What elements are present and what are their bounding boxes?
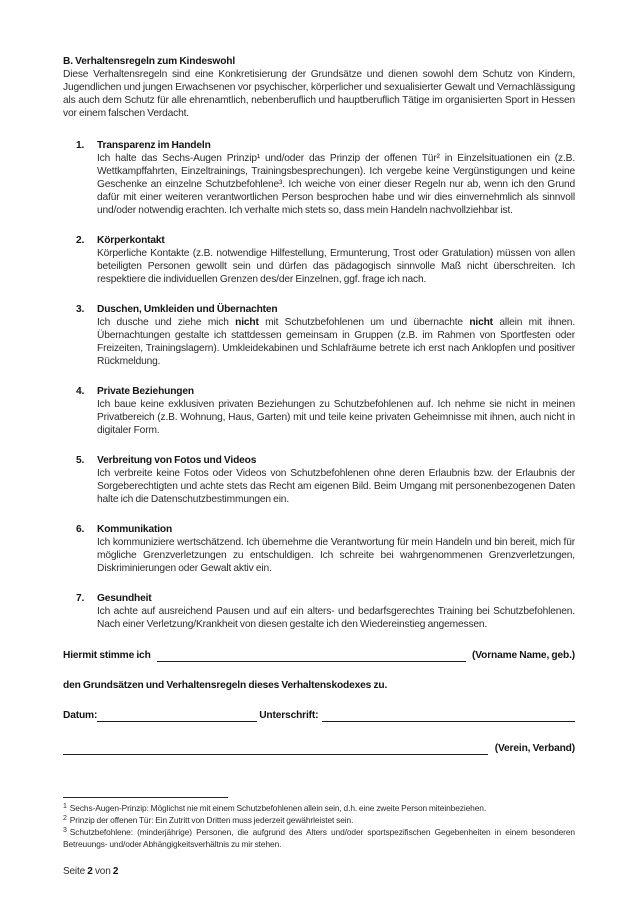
page-number: [63, 865, 575, 878]
page-number-prefix: Seite: [63, 866, 86, 877]
rule-title: Duschen, Umkleiden und Übernachten: [97, 304, 278, 315]
rule-number: 5.: [76, 455, 85, 466]
rule-body: Ich achte auf ausreichend Pausen und auf ein alters- und bedarfsgerechtes Training bei Schutzbefohlenen. Nach einer Verletzung/Krankheit von diesen gestalte ich den Wiedereinstieg angemessen.: [97, 606, 575, 630]
rule-item-duschen-umkleiden: [63, 303, 575, 368]
page-footer: [63, 797, 575, 878]
rule-title: Private Beziehungen: [97, 386, 194, 397]
rule-item-transparenz: [63, 139, 575, 217]
consent-agree-line: [63, 679, 575, 692]
rule-title: Transparenz im Handeln: [97, 140, 211, 151]
rule-body: Ich kommuniziere wertschätzend. Ich übernehme die Verantwortung für mein Handeln und bin bereit, mich für mögliche Grenzverletzungen zu entschuldigen. Ich schreite bei wahrgenommenen Grenzverletzungen, Diskriminierungen oder Gewalt aktiv ein.: [97, 537, 575, 574]
rule-body: Ich dusche und ziehe mich nicht mit Schutzbefohlenen um und übernachte nicht allein mit ihnen. Übernachtungen gestalte ich stattdessen gemeinsam in Gruppen (z.B. im Rahmen von Sportfesten oder Freizeiten, Trainingslagern). Umkleidekabinen und Schlafräume betrete ich erst nach Anklopfen und positiver Rückmeldung.: [97, 317, 575, 367]
rule-number: 6.: [76, 524, 85, 535]
rule-number: 1.: [76, 140, 85, 151]
date-signature-row: [63, 708, 575, 722]
organization-hint: (Verein, Verband): [494, 743, 575, 754]
footnote-marker: 1: [63, 803, 67, 810]
footnote-3: [63, 827, 575, 850]
footnote-1: [63, 803, 575, 815]
rule-body: Ich baue keine exklusiven privaten Beziehungen zu Schutzbefohlenen auf. Ich nehme sie nicht in meinen Privatbereich (z.B. Wohnung, Haus, Garten) mit und teile keine privaten Geheimnisse mit ihnen, auch nicht in digitaler Form.: [97, 399, 575, 436]
page-number-current: 2: [87, 866, 93, 877]
rule-body: Ich verbreite keine Fotos oder Videos von Schutzbefohlenen ohne deren Erlaubnis bzw. der Erlaubnis der Sorgeberechtigten und achte stets das Recht am eigenen Bild. Beim Umgang mit personenbezogenen Daten halte ich die Datenschutzbestimmungen ein.: [97, 468, 575, 505]
date-label: Datum:: [63, 710, 98, 721]
consent-agree-label: den Grundsätzen und Verhaltensregeln dieses Verhaltenskodexes zu.: [63, 680, 388, 691]
footnote-marker: 3: [63, 827, 67, 834]
footnote-text: Schutzbefohlene: (minderjährige) Personen, die aufgrund des Alters und/oder sportspezifischen Gegebenheiten in einem besonderen Betreuungs- und/oder Abhängigkeitsverhältnis zu mir stehen.: [63, 827, 575, 849]
rule-number: 7.: [76, 593, 85, 604]
name-blank-line[interactable]: [157, 648, 466, 662]
organization-row: [63, 741, 575, 755]
conduct-rules-list: [63, 139, 575, 631]
rule-item-koerperkontakt: [63, 234, 575, 286]
consent-lead-label: Hiermit stimme ich: [63, 650, 151, 661]
rule-body: Ich halte das Sechs-Augen Prinzip¹ und/oder das Prinzip der offenen Tür² in Einzelsituationen ein (z.B. Wettkampffahrten, Einzeltrainings, Trainingsbesprechungen). Ich vergebe keine Vergünstigungen und keine Geschenke an einzelne Schutzbefohlene³. Ich weiche von einer dieser Regeln nur ab, wenn ich den Grund dafür mit einer weiteren verantwortlichen Person besprochen habe und wir dies einvernehmlich als sinnvoll und/oder notwendig erachten. Ich verhalte mich stets so, dass mein Handeln nachvollziehbar ist.: [97, 153, 575, 216]
page-number-of: von: [94, 866, 111, 877]
rule-number: 4.: [76, 386, 85, 397]
consent-name-row: [63, 648, 575, 662]
document-heading: B. Verhaltensregeln zum Kindeswohl: [63, 56, 236, 67]
date-blank-line[interactable]: [97, 708, 257, 722]
rule-title: Verbreitung von Fotos und Videos: [97, 455, 257, 466]
rule-item-kommunikation: [63, 523, 575, 575]
organization-blank-line[interactable]: [63, 741, 488, 755]
footnotes-block: [63, 803, 575, 850]
footnote-text: Sechs-Augen-Prinzip: Möglichst nie mit einem Schutzbefohlenen allein sein, d.h. eine zweite Person miteinbeziehen.: [69, 803, 487, 813]
footnote-marker: 2: [63, 815, 67, 822]
rule-title: Körperkontakt: [97, 235, 165, 246]
rule-title: Kommunikation: [97, 524, 173, 535]
rule-item-fotos-videos: [63, 454, 575, 506]
name-format-hint: (Vorname Name, geb.): [471, 650, 575, 661]
intro-paragraph: Diese Verhaltensregeln sind eine Konkretisierung der Grundsätze und dienen sowohl dem Schutz von Kindern, Jugendlichen und jungen Erwachsenen vor psychischer, körperlicher und sexualisierter Gewalt und Vernachlässigung als auch dem Schutz für alle ehrenamtlich, nebenberuflich und hauptberuflich Tätige im organisierten Sport in Hessen vor einem falschen Verdacht.: [63, 69, 575, 119]
page-number-total: 2: [112, 866, 119, 877]
signature-label: Unterschrift:: [259, 710, 319, 721]
rule-item-private-beziehungen: [63, 385, 575, 437]
rule-item-gesundheit: [63, 592, 575, 631]
consent-statement: [63, 648, 575, 755]
rule-number: 2.: [76, 235, 85, 246]
footnote-text: Prinzip der offenen Tür: Ein Zutritt von Dritten muss jederzeit gewährleistet sein.: [69, 815, 354, 825]
rule-number: 3.: [76, 304, 85, 315]
rule-body: Körperliche Kontakte (z.B. notwendige Hilfestellung, Ermunterung, Trost oder Gratulation) müssen von allen beteiligten Personen gewollt sein und dürfen das pädagogisch sinnvolle Maß nicht überschreiten. Ich respektiere die individuellen Grenzen des/der Einzelnen, ggf. frage ich nach.: [97, 248, 575, 285]
rule-title: Gesundheit: [97, 593, 152, 604]
footnote-separator: [63, 797, 228, 798]
signature-blank-line[interactable]: [322, 708, 575, 722]
footnote-2: [63, 815, 575, 827]
